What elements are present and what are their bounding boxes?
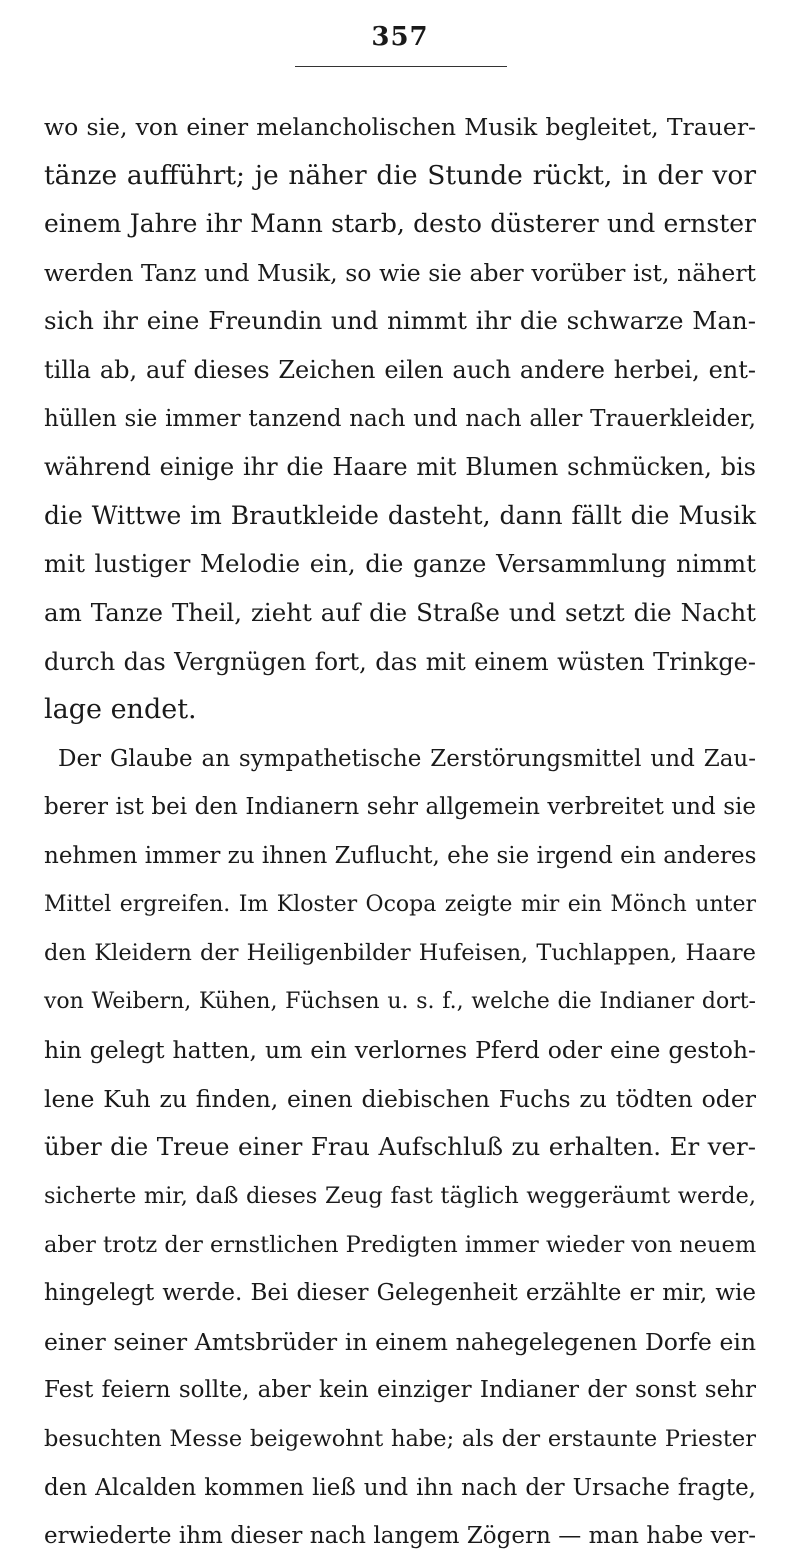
text-line: werden Tanz und Musik, so wie sie aber vorüber ist, nähert <box>44 258 756 287</box>
text-line: tilla ab, auf dieses Zeichen eilen auch andere herbei, ent- <box>44 355 756 384</box>
text-line: am Tanze Theil, zieht auf die Straße und setzt die Nacht <box>44 597 756 627</box>
text-line: Mittel ergreifen. Im Kloster Ocopa zeigte mir ein Mönch unter <box>44 891 756 917</box>
text-line: berer ist bei den Indianern sehr allgemein verbreitet und sie <box>44 794 756 821</box>
text-line: durch das Vergnügen fort, das mit einem wüsten Trinkge- <box>44 647 756 676</box>
text-line: tänze aufführt; je näher die Stunde rückt, in der vor <box>44 159 756 191</box>
text-line: Der Glaube an sympathetische Zerstörungsmittel und Zau- <box>58 745 756 772</box>
text-line: einem Jahre ihr Mann starb, desto düsterer und ernster <box>44 209 756 239</box>
text-line: aber trotz der ernstlichen Predigten immer wieder von neuem <box>44 1231 757 1258</box>
text-line: lene Kuh zu finden, einen diebischen Fuchs zu tödten oder <box>44 1084 756 1113</box>
text-line: die Wittwe im Brautkleide dasteht, dann fällt die Musik <box>44 500 756 530</box>
header-rule <box>295 66 507 67</box>
text-line: sicherte mir, daß dieses Zeug fast täglich weggeräumt werde, <box>44 1183 756 1210</box>
text-line: den Kleidern der Heiligenbilder Hufeisen, Tuchlappen, Haare <box>44 940 756 967</box>
text-line: Fest feiern sollte, aber kein einziger Indianer der sonst sehr <box>44 1377 756 1404</box>
text-line: während einige ihr die Haare mit Blumen schmücken, bis <box>44 453 756 482</box>
text-line: einer seiner Amtsbrüder in einem nahegelegenen Dorfe ein <box>44 1327 756 1356</box>
text-line: besuchten Messe beigewohnt habe; als der erstaunte Priester <box>44 1426 756 1453</box>
text-line: erwiederte ihm dieser nach langem Zögern — man habe ver- <box>44 1523 756 1550</box>
text-line: mit lustiger Melodie ein, die ganze Versammlung nimmt <box>44 549 756 579</box>
text-line: hingelegt werde. Bei dieser Gelegenheit erzählte er mir, wie <box>44 1280 756 1307</box>
text-line: hüllen sie immer tanzend nach und nach aller Trauerkleider, <box>44 405 756 432</box>
text-line: hin gelegt hatten, um ein verlornes Pferd oder eine gestoh- <box>44 1036 756 1065</box>
text-line: über die Treue einer Frau Aufschluß zu erhalten. Er ver- <box>44 1132 756 1162</box>
text-line: sich ihr eine Freundin und nimmt ihr die schwarze Man- <box>44 306 756 336</box>
text-line: lage endet. <box>44 694 197 726</box>
text-line: nehmen immer zu ihnen Zuflucht, ehe sie irgend ein anderes <box>44 842 757 869</box>
page-number: 357 <box>371 22 429 52</box>
text-line: von Weibern, Kühen, Füchsen u. s. f., welche die Indianer dort- <box>44 988 756 1014</box>
text-line: wo sie, von einer melancholischen Musik begleitet, Trauer- <box>44 113 756 141</box>
text-line: den Alcalden kommen ließ und ihn nach der Ursache fragte, <box>44 1474 756 1501</box>
body-text <box>44 103 756 1561</box>
